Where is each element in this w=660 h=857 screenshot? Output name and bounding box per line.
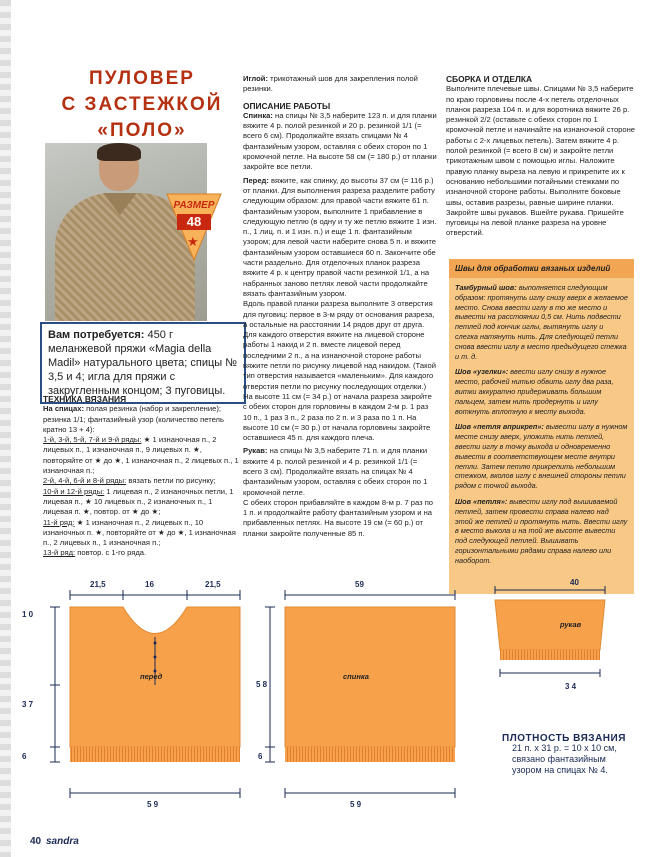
intro-text: трикотажный шов для закрепления полой резинки. [243, 74, 418, 94]
front-label: перед [140, 672, 163, 681]
front-bottom-width: 5 9 [147, 800, 159, 809]
page-title [52, 66, 232, 144]
sleeve-pattern [495, 586, 605, 677]
neckline-text: На высоте 11 см (= 34 р.) от начала разреза закройте с обеих сторон для горловины в каждом 2-м р. 1 раз 10 п., 1 раз 3 п., 2 раза по 2 п. и 3 раза по 1 п. На высоте 10 см (= 30 р.) от начала горловины закройте оставшиеся 45 п. для каждого плеча. [243, 391, 432, 443]
description-column [243, 74, 437, 539]
front-width-left: 21,5 [90, 580, 106, 589]
star-icon: ★ [187, 234, 199, 249]
tip3-label: Шов «петля вприкреп»: [455, 422, 544, 432]
page-number: 40 [30, 836, 42, 847]
p1-label: На спицах: [43, 404, 85, 414]
sleeve-text: на спицы № 3,5 наберите 71 п. и для планки вяжите 4 р. полой резинкой и 4 р. резинкой 1/1 (= всего 3 см). Продолжайте вязать на спицах № 4 фантазийным узором, оставляя с обеих сторон по 1 кромочной петле. [243, 446, 428, 497]
sleeve-label: Рукав: [243, 446, 268, 456]
size-label: РАЗМЕР [173, 200, 215, 211]
p5-text: ★ 1 изнаночная п., 2 лицевых п., 10 изнаночных п. ★, повторяйте от ★ до ★, 1 изнаночная п., 2 лицевых п., 1 изнаночная п.; [43, 517, 236, 548]
p4-text: 1 лицевая п., 2 изнаночных петли, 1 лицевая п., ★ 10 лицевых п., 2 изнаночных п., 1 лицевая п. ★, повтор. от ★ до ★; [43, 486, 234, 517]
page-edge-stripe [0, 0, 11, 857]
front-label: Перед: [243, 175, 269, 185]
tip1-label: Тамбурный шов: [455, 283, 517, 292]
assembly-column [446, 74, 636, 239]
assembly-text: Выполните плечевые швы. Спицами № 3,5 наберите по краю горловины после 4-х петель отделочных планок разреза 104 п. и для воротника вяжите 26 р. резинкой 2/2 (оставьте с обеих сторон по 1 кромочной петле и начинайте на изнаночной стороне работы с 2-х лицевых петель). Затем вяжите 4 р. полой резинкой (= всего 8 см) и закройте петли трикотажным швом с помощью иглы. Наложите правую планку выреза на левую и прикрепите их к основанию небольшими потайными стежками по изнаночной стороне работы. Выполните боковые швы, оставив разрезы, равные ширине планки. Закройте швы рукавов. Вшейте рукава. Пришейте пуговицы на левой планке разреза на уровне отверстий. [446, 84, 636, 238]
p4-label: 10-й и 12-й ряды: [43, 486, 105, 496]
intro-label: Иглой: [243, 74, 268, 83]
model-hair [97, 143, 141, 161]
technique-column [43, 394, 239, 559]
tips-heading: Швы для обработки вязаных изделий [449, 259, 634, 278]
technique-heading: ТЕХНИКА ВЯЗАНИЯ [43, 394, 127, 404]
sleeve-bottom-width: 3 4 [565, 682, 577, 691]
tip2-text: ввести иглу снизу в нужное место, рабочей нитью обвить иглу два раза, витки аккуратно придерживать большим пальцем, затем нить продернуть и иглу воткнуть вплотную к месту выхода. [455, 367, 614, 416]
back-height-base: 6 [258, 752, 263, 761]
tip4-label: Шов «петля»: [455, 496, 508, 506]
materials-text: 450 г меланжевой пряжи «Magia della Madil» натурального цвета; спицы № 3,5 и 4; игла для пряжи с закругленным концом; 3 пуговицы. [48, 329, 238, 397]
p2-label: 1-й, 3-й, 5-й, 7-й и 9-й ряды: [43, 435, 142, 445]
back-height: 5 8 [256, 680, 268, 689]
sleeve-increase-text: С обеих сторон прибавляйте в каждом 8-м р. 7 раз по 1 п. и продолжайте работу фантазийным узором и на прибавленных петлях. На высоте 19 см (= 60 р.) от планки закройте полученные 85 п. [243, 497, 434, 538]
front-width-right: 21,5 [205, 580, 221, 589]
description-heading: ОПИСАНИЕ РАБОТЫ [243, 100, 331, 111]
brand-name: sandra [46, 836, 79, 847]
density-title: ПЛОТНОСТЬ ВЯЗАНИЯ [502, 733, 626, 744]
p1-text: полая резинка (набор и закрепление); резинка 1/1; фантазийный узор (количество петель кратно 13 + 4): [43, 404, 224, 434]
buttonholes-text: Вдоль правой планки разреза выполните 3 отверстия для пуговиц: первое в 3-м ряду от основания разреза, а остальные на расстоянии 14 рядов друг от друга. Для каждого отверстия вяжите на лицевой стороне работы 1 накид и 2 п. вместе лицевой перед последними 2 п., а на изнаночной стороне работы вяжите петли по рисунку лицевой над накидом. (Такой тип отверстия называется «маленьким». Для каждого отверстия петли по рисунку последующих отделки.) [243, 299, 436, 391]
back-bottom-width: 5 9 [350, 800, 362, 809]
tip1-text: выполняется следующим образом: протянуть иглу снизу вверх в желаемое место. Снова ввести иглу в то же место и вывести на расстоянии 0,5 см. Нить подвести петлей под кончик иглы, вытянуть иглу и слегка натянуть нить. Для следующей петли снова ввести иглу в место предыдущего стежка и т. д. [455, 283, 628, 361]
size-value: 48 [177, 214, 211, 230]
assembly-heading: СБОРКА И ОТДЕЛКА [446, 74, 533, 84]
front-text: вяжите, как спинку, до высоты 37 см (= 116 р.) от планки. Для выполнения разреза разделите работу следующим образом: для правой части вяжите 61 п. фантазийным узором, выполните 1 прибавление в следующую петлю (в одну и ту же петлю вяжите 1 изн. п., 1 лиц. п. и 1 изн. п.) и еще 1 п. фантазийным узором; для левой части наберите снова 5 п. и вяжите фантазийным узором оставшиеся 60 п. Закончите обе части раздельно. Для отделочных планок разреза вяжите 4 р. к центру правой части резинкой 1/1, а на набранных заново петлях левой части продолжайте вязать фантазийным узором. [243, 175, 437, 298]
front-height-base: 6 [22, 752, 27, 761]
materials-box [40, 322, 246, 404]
back-text: на спицы № 3,5 наберите 123 п. и для планки вяжите 4 р. полой резинкой и 20 р. резинкой 1/1 (= всего 6 см). Продолжайте вязать спицами № 4 фантазийным узором, оставляя с обеих сторон по 1 кромочной петле. На высоте 58 см (= 180 р.) от планки закройте все петли. [243, 110, 437, 172]
size-badge [165, 192, 223, 262]
tip4-text: вывести иглу под вышиваемой петлей, затем провести справа налево над этой же петлей и протянуть нить. Ввести иглу в место выкола и на той же высоте вывести под следующей петлей. Вышивать горизонтальными рядами справа налево или наоборот. [455, 496, 628, 565]
sleeve-label: рукав [560, 620, 582, 629]
stitches-tips-box [449, 259, 634, 594]
tip3-text: вывести иглу в нужном месте снизу вверх, уложить нить петлей, ввести иглу в точку выхода и одновременно вывести в соответствующем месте внутри петли. Затем петлю прикрепить небольшим стежком, вколов иглу с внешней стороны петли рядом с точкой выхода. [455, 422, 628, 491]
title-line-3: «ПОЛО» [97, 120, 187, 141]
tip2-label: Шов «узелки»: [455, 367, 509, 377]
back-label: спинка [343, 672, 369, 681]
p2-text: ★ 1 изнаночная п., 2 лицевых п., 1 изнаночная п., 9 лицевых п. ★, повторяйте от ★ до ★, 1 изнаночная п., 2 лицевых п., 1 изнаночная п.; [43, 435, 239, 476]
sleeve-top-width: 40 [570, 578, 579, 587]
front-width-mid: 16 [145, 580, 154, 589]
materials-label: Вам потребуется: [48, 329, 145, 341]
title-line-2: С ЗАСТЕЖКОЙ [61, 94, 223, 115]
front-height-lower: 3 7 [22, 700, 34, 709]
front-height-upper: 1 0 [22, 610, 34, 619]
back-top-width: 59 [355, 580, 364, 589]
p3-text: вязать петли по рисунку; [128, 476, 216, 486]
p6-text: повтор. с 1-го ряда. [77, 548, 147, 558]
p6-label: 13-й ряд: [43, 548, 76, 558]
back-label: Спинка: [243, 110, 273, 120]
pattern-diagrams [40, 585, 640, 825]
density-text: 21 п. х 31 р. = 10 х 10 см, связано фантазийным узором на спицах № 4. [512, 743, 617, 775]
back-pattern [265, 590, 455, 798]
front-pattern [50, 590, 240, 798]
p5-label: 11-й ряд: [43, 517, 75, 527]
title-line-1: ПУЛОВЕР [89, 68, 195, 89]
p3-label: 2-й, 4-й, 6-й и 8-й ряды: [43, 476, 127, 486]
